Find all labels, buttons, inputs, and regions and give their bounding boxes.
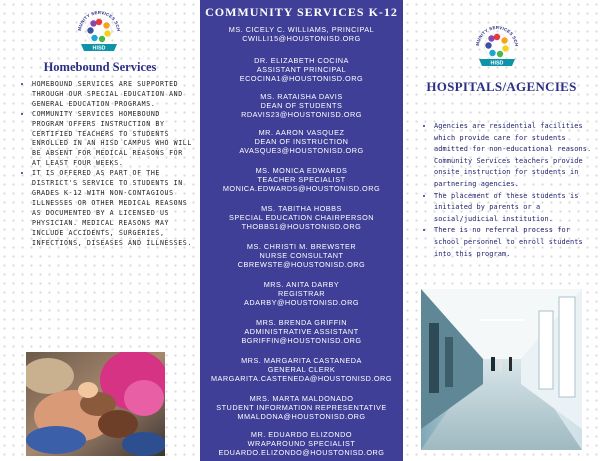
school-logo <box>471 21 523 73</box>
list-item: • Agencies are residential facilities which provide care for students admitted for non-educational reasons. Community Services teachers provide onsite instruction for students in partnering agencies. <box>434 121 598 191</box>
staff-role: ASSISTANT PRINCIPAL <box>256 65 347 75</box>
staff-entry <box>200 25 403 43</box>
list-item: • COMMUNITY SERVICES HOMEBOUND PROGRAM OFFERS INSTRUCTION BY CERTIFIED TEACHERS TO STUDENTS ENROLLED IN AN HISD CAMPUS WHO WILL BE ABSENT FOR MEDICAL REASONS FOR AT LEAST FOUR WEEKS. <box>32 110 196 169</box>
staff-role: SPECIAL EDUCATION CHAIRPERSON <box>228 213 375 223</box>
staff-name: DR. ELIZABETH COCINA <box>254 56 349 65</box>
logo-banner-text: HISD <box>490 60 504 67</box>
staff-name: MRS. ANITA DARBY <box>263 280 340 289</box>
list-item: • IT IS OFFERED AS PART OF THE DISTRICT'S SERVICE TO STUDENTS IN GRADES K-12 WITH NON-CONTAGIOUS ILLNESSES OR OTHER MEDICAL REASONS AS DOCUMENTED BY A LICENSED US PHYSICIAN. MEDICAL REASONS MAY INCLUDE ACCIDENTS, SURGERIES, INFECTIONS, DISEASES AND ILLNESSES. <box>32 169 196 248</box>
staff-email: EDUARDO.ELIZONDO@HOUSTONISD.ORG <box>218 448 385 458</box>
hospital-corridor-photo <box>421 289 582 450</box>
staff-name: MRS. BRENDA GRIFFIN <box>256 318 347 327</box>
staff-email: CBREWSTE@HOUSTONISD.ORG <box>237 260 366 270</box>
staff-entry <box>200 128 403 156</box>
staff-name: MS. TABITHA HOBBS <box>261 204 342 213</box>
staff-name: MRS. MARGARITA CASTANEDA <box>241 356 362 365</box>
logo-arc-text: MUNITY SERVICES SCH <box>474 24 520 47</box>
hospitals-title: HOSPITALS/AGENCIES <box>426 79 577 94</box>
staff-entry <box>200 242 403 270</box>
homebound-bullets <box>22 80 196 248</box>
staff-email: MMALDONA@HOUSTONISD.ORG <box>237 412 366 422</box>
staff-email: BGRIFFIN@HOUSTONISD.ORG <box>241 336 362 346</box>
staff-role: NURSE CONSULTANT <box>259 251 344 261</box>
homebound-title: Homebound Services <box>43 60 157 74</box>
staff-role: TEACHER SPECIALIST <box>257 175 346 185</box>
list-item: • HOMEBOUND SERVICES ARE SUPPORTED THROUGH OUR SPECIAL EDUCATION AND GENERAL EDUCATION PROGRAMS. <box>32 80 196 110</box>
staff-email: RDAVIS23@HOUSTONISD.ORG <box>241 110 362 120</box>
children-hands-photo <box>26 352 165 456</box>
staff-role: WRAPAROUND SPECIALIST <box>247 439 356 449</box>
staff-name: MS. MONICA EDWARDS <box>255 166 348 175</box>
staff-entry <box>200 394 403 422</box>
staff-name: MR. AARON VASQUEZ <box>258 128 345 137</box>
staff-email: CWILLI15@HOUSTONISD.ORG <box>242 34 361 44</box>
staff-name: MS. CICELY C. WILLIAMS, PRINCIPAL <box>228 25 375 34</box>
staff-email: MARGARITA.CASTENEDA@HOUSTONISD.ORG <box>210 374 393 384</box>
list-item: • The placement of these students is initiated by parents or a social/judicial institution. <box>434 191 598 226</box>
staff-role: ADMINISTRATIVE ASSISTANT <box>244 327 359 337</box>
hospitals-bullets <box>424 121 598 260</box>
staff-entry <box>200 280 403 308</box>
list-item: • There is no referral process for school personnel to enroll students into this program. <box>434 225 598 260</box>
staff-name: MR. EDUARDO ELIZONDO <box>250 430 353 439</box>
staff-role: DEAN OF STUDENTS <box>260 101 343 111</box>
school-logo <box>73 6 125 58</box>
logo-arc-text: MUNITY SERVICES SCH <box>76 9 122 32</box>
staff-entry <box>200 430 403 458</box>
staff-directory-title: COMMUNITY SERVICES K-12 <box>205 5 398 19</box>
staff-email: MONICA.EDWARDS@HOUSTONISD.ORG <box>222 184 381 194</box>
staff-entry <box>200 318 403 346</box>
staff-email: AVASQUE3@HOUSTONISD.ORG <box>239 146 364 156</box>
staff-email: ADARBY@HOUSTONISD.ORG <box>243 298 360 308</box>
staff-name: MS. CHRISTI M. BREWSTER <box>246 242 357 251</box>
staff-role: STUDENT INFORMATION REPRESENTATIVE <box>216 403 387 413</box>
staff-name: MS. RATAISHA DAVIS <box>260 92 343 101</box>
staff-entry <box>200 356 403 384</box>
staff-entry <box>200 166 403 194</box>
staff-role: DEAN OF INSTRUCTION <box>254 137 349 147</box>
staff-role: REGISTRAR <box>277 289 326 299</box>
staff-directory-panel <box>200 0 403 461</box>
staff-email: THOBBS1@HOUSTONISD.ORG <box>241 222 362 232</box>
staff-entry <box>200 56 403 84</box>
staff-email: ECOCINA1@HOUSTONISD.ORG <box>239 74 364 84</box>
staff-entry <box>200 204 403 232</box>
staff-role: GENERAL CLERK <box>267 365 336 375</box>
staff-name: MRS. MARTA MALDONADO <box>249 394 354 403</box>
logo-banner-text: HISD <box>92 45 106 52</box>
staff-entry <box>200 92 403 120</box>
